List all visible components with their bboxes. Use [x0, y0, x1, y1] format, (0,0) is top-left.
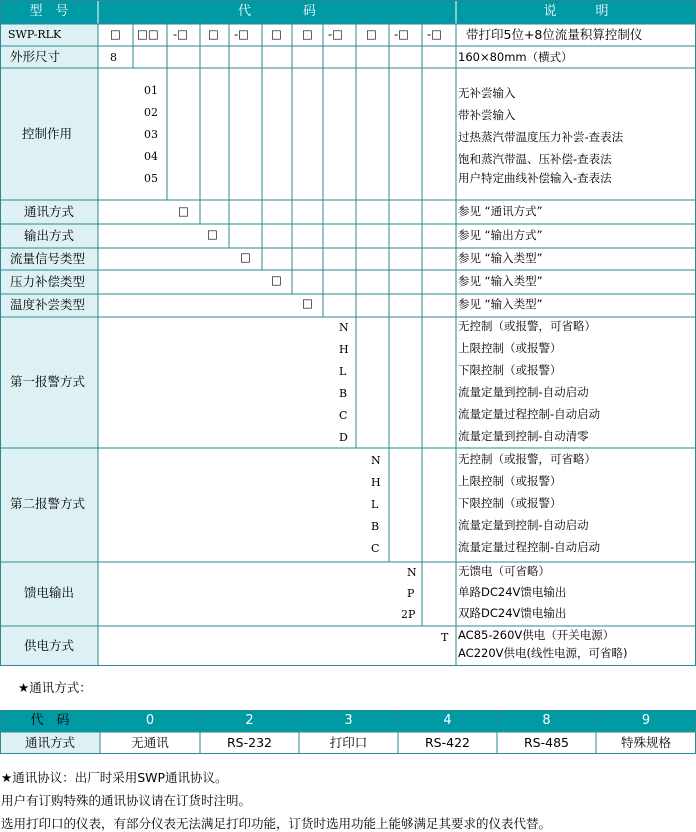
comm-code-cell: 8	[542, 713, 551, 728]
model-code-10: -□	[394, 27, 410, 41]
alarm1-description: 流量定量过程控制-自动启动	[458, 407, 601, 421]
model-code-2: □□	[137, 27, 159, 41]
control-label: 控制作用	[22, 126, 73, 141]
comm-value-cell: RS-232	[227, 735, 272, 750]
model-code-5: -□	[234, 27, 250, 41]
model-code-8: -□	[328, 27, 344, 41]
note-line: ★通讯协议：出厂时采用SWP通讯协议。	[1, 770, 228, 785]
alarm2-description: 下限控制（或报警）	[458, 496, 562, 510]
comm-code-table	[0, 710, 696, 754]
feed-description: 双路DC24V馈电输出	[458, 606, 567, 620]
model-code-11: -□	[427, 27, 443, 41]
feed-code: 2P	[401, 608, 416, 621]
model-code-7: □	[302, 27, 313, 41]
control-code: 05	[144, 172, 158, 185]
flow-signal-code: □	[240, 250, 251, 264]
alarm1-code: N	[339, 321, 349, 334]
feed-description: 无馈电（可省略）	[458, 564, 550, 578]
comm-code-cell: 9	[641, 713, 651, 728]
power-description: AC220V供电(线性电源，可省略)	[458, 646, 628, 660]
alarm1-description: 下限控制（或报警）	[458, 363, 562, 377]
alarm2-label: 第二报警方式	[10, 496, 86, 511]
comm-label: 通讯方式	[24, 204, 75, 219]
alarm1-code: C	[339, 409, 348, 422]
temp-comp-code: □	[302, 296, 313, 310]
alarm1-description: 上限控制（或报警）	[458, 341, 562, 355]
flow-signal-label: 流量信号类型	[10, 251, 86, 266]
header-description: 说 明	[543, 4, 609, 19]
alarm1-description: 流量定量到控制-自动启动	[458, 385, 589, 399]
note-line: 选用打印口的仪表，有部分仪表无法满足打印功能，订货时选用功能上能够满足其要求的仪表代替。	[1, 816, 552, 831]
header-model: 型 号	[29, 4, 69, 19]
alarm2-description: 无控制（或报警，可省略）	[458, 452, 596, 466]
comm-code: □	[178, 204, 189, 218]
size-code: 8	[110, 51, 117, 64]
model-label: SWP-RLK	[8, 28, 62, 41]
alarm1-description: 流量定量到控制-自动清零	[458, 429, 589, 443]
alarm2-code: B	[371, 520, 380, 533]
model-code-1: □	[110, 27, 121, 41]
power-description: AC85-260V供电（开关电源）	[458, 628, 615, 642]
pressure-comp-label: 压力补偿类型	[10, 274, 86, 289]
model-code-9: □	[366, 27, 377, 41]
pressure-comp-description: 参见 “输入类型”	[458, 274, 543, 288]
control-description: 无补尝输入	[458, 86, 516, 100]
model-code-3: -□	[173, 27, 189, 41]
comm-header-label: 代 码	[30, 713, 70, 728]
temp-comp-label: 温度补尝类型	[10, 297, 86, 312]
pressure-comp-code: □	[271, 273, 282, 287]
power-code: T	[441, 631, 449, 644]
alarm2-description: 流量定量到控制-自动启动	[458, 518, 589, 532]
comm-value-cell: 特殊规格	[620, 735, 671, 750]
comm-value-cell: 无通讯	[131, 735, 169, 750]
control-description: 过热蒸汽带温度压力补尝-查表法	[458, 130, 624, 144]
comm-value-cell: RS-485	[524, 735, 569, 750]
control-description: 饱和蒸汽带温、压补偿-查表法	[458, 152, 612, 166]
feed-code: P	[407, 587, 415, 600]
alarm2-description: 流量定量过程控制-自动启动	[458, 540, 601, 554]
alarm2-code: C	[371, 542, 380, 555]
control-description: 带补尝输入	[458, 108, 516, 122]
alarm1-code: D	[339, 431, 348, 444]
comm-value-cell: 打印口	[329, 735, 368, 750]
model-description: 带打印5位+8位流量积算控制仪	[466, 27, 643, 42]
model-code-4: □	[208, 27, 219, 41]
control-code: 03	[144, 128, 158, 141]
comm-row-label: 通讯方式	[24, 735, 75, 750]
control-description: 用户特定曲线补偿输入-查表法	[458, 171, 612, 185]
alarm1-code: L	[339, 365, 347, 378]
feed-description: 单路DC24V馈电输出	[458, 585, 567, 599]
output-code: □	[207, 227, 218, 241]
control-code: 04	[144, 150, 158, 163]
alarm1-description: 无控制（或报警，可省略）	[458, 319, 596, 333]
model-code-6: □	[271, 27, 282, 41]
size-description: 160×80mm（横式）	[458, 50, 573, 64]
feed-label: 馈电输出	[24, 585, 75, 600]
comm-code-cell: 4	[443, 713, 452, 728]
temp-comp-description: 参见 “输入类型”	[458, 297, 543, 311]
output-label: 输出方式	[24, 228, 75, 243]
alarm2-code: N	[371, 454, 381, 467]
control-code: 01	[144, 84, 158, 97]
alarm1-label: 第一报警方式	[10, 374, 86, 389]
header-code: 代 码	[237, 4, 316, 19]
alarm1-code: B	[339, 387, 348, 400]
comm-code-cell: 3	[344, 713, 353, 728]
output-description: 参见 “输出方式”	[458, 228, 543, 242]
alarm2-description: 上限控制（或报警）	[458, 474, 562, 488]
alarm2-code: L	[371, 498, 379, 511]
feed-code: N	[407, 566, 417, 579]
power-label: 供电方式	[24, 638, 75, 653]
alarm1-code: H	[339, 343, 349, 356]
comm-description: 参见 “通讯方式”	[458, 204, 543, 218]
control-code: 02	[144, 106, 158, 119]
flow-signal-description: 参见 “输入类型”	[458, 251, 543, 265]
size-label: 外形尺寸	[10, 49, 61, 64]
comm-code-cell: 0	[145, 713, 155, 728]
note-line: 用户有订购特殊的通讯协议请在订货时注明。	[1, 793, 252, 808]
alarm2-code: H	[371, 476, 381, 489]
comm-section-title: ★通讯方式：	[18, 680, 92, 695]
comm-code-cell: 2	[245, 713, 254, 728]
comm-value-cell: RS-422	[425, 735, 470, 750]
